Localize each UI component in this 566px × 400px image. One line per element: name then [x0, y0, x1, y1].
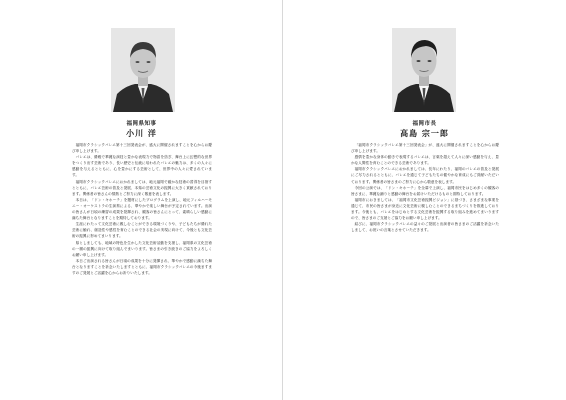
- governor-portrait: [111, 28, 175, 112]
- message-paragraph: 福岡市クラシックバレエ第十三回発表会が、盛大に開催されますことを心からお慶び申し上げます。: [72, 143, 212, 154]
- right-page: [283, 0, 566, 400]
- mayor-portrait: [392, 28, 456, 112]
- mayor-portrait-image: [392, 28, 456, 112]
- message-paragraph: 福岡市クラシックバレエにおかれましては、長年にわたり、福岡のバレエの普及と発展にご尽力されるとともに、バレエを通じて子どもたちの健やかな育成にもご貢献いただいております。関係者の皆さまのご努力に心から敬意を表します。: [351, 167, 499, 184]
- governor-message: [72, 142, 212, 276]
- message-paragraph: 「福岡市クラシックバレエ第十三回発表会」が、盛大に開催されますことを心からお慶び申し上げます。: [351, 143, 499, 154]
- governor-name: 小川 洋: [126, 128, 157, 138]
- message-paragraph: 本日ご出演される皆さんが日頃の成果を十分に発揮され、華やかで感動に満ちた舞台となりますことを祈念いたしますとともに、福岡市クラシックバレエの今後ますますのご発展とご活躍を心からお祈りいたします。: [72, 258, 212, 275]
- message-paragraph: 本日は、「ドン・キホーテ」を題材にしたプログラムを上演し、地元フィルハーモニー・オーケストラの生演奏による、華やかで楽しい舞台が予定されています。出演の皆さんが日頃の練習の成果を発揮され、観客の皆さんにとって、素晴らしい感動に満ちた舞台となりますことを期待しております。: [72, 197, 212, 221]
- message-paragraph: 県としましても、地域の特色を生かした文化芸術活動を支援し、福岡県の文化芸術の一層の振興に向けて取り組んでまいります。皆さまの引き続きのご協力をよろしくお願い申し上げます。: [72, 240, 212, 257]
- governor-portrait-image: [111, 28, 175, 112]
- message-paragraph: 福岡市におきましては、「福岡市文化芸術振興ビジョン」に基づき、さまざまな事業を通じて、市民の皆さまが身近に文化芸術に親しむことのできるまちづくりを推進しております。今後とも、バレエをはじめとする文化芸術を振興する取り組みを進めてまいりますので、皆さまのご支援とご協力をお願い申し上げます。: [351, 197, 499, 221]
- message-paragraph: 生涯にわたって文化芸術に親しむことができる環境づくりや、子どもたちが優れた芸術に触れ、創造性や感性を育むことのできる社会の実現に向けて、今後とも文化芸術の振興に努めてまいります。: [72, 222, 212, 239]
- message-paragraph: 感情を豊かな身体の動きで表現するバレエは、言葉を超えて人々に深い感動を与え、豊かな人間性を育むことのできる芸術であります。: [351, 155, 499, 166]
- message-paragraph: バレエは、優雅で華麗な演技と豊かな表現力で物語を紡ぎ、舞台上に幻想的な世界をつくり出す芸術であり、長い歴史と伝統に培われたバレエの魅力は、多くの人々に感動を与えるとともに、心を豊かにする芸術として、世界中の人々に愛されています。: [72, 155, 212, 178]
- mayor-name: 高島 宗一郎: [400, 128, 449, 138]
- mayor-title: 福岡市長: [412, 121, 437, 127]
- message-paragraph: 今回の公演では、「ドン・キホーテ」を全幕で上演し、福岡市民をはじめ多くの観客の皆さまに、華麗な踊りと感動の舞台をお届けいただけるものと期待しております。: [351, 185, 499, 196]
- message-paragraph: 結びに、福岡市クラシックバレエの益々のご発展と出演者の皆さまのご活躍を祈念いたしまして、お祝いの言葉とさせていただきます。: [351, 222, 499, 233]
- mayor-message: [351, 142, 499, 233]
- message-paragraph: 福岡市クラシックバレエにおかれましては、地元福岡で確かな技術の習得を目指すとともに、バレエ芸術の普及と発展、本県の芸術文化の振興に大きく貢献されております。関係者の皆さんの情熱とご努力に深く敬意を表します。: [72, 179, 212, 196]
- governor-title: 福岡県知事: [126, 121, 157, 127]
